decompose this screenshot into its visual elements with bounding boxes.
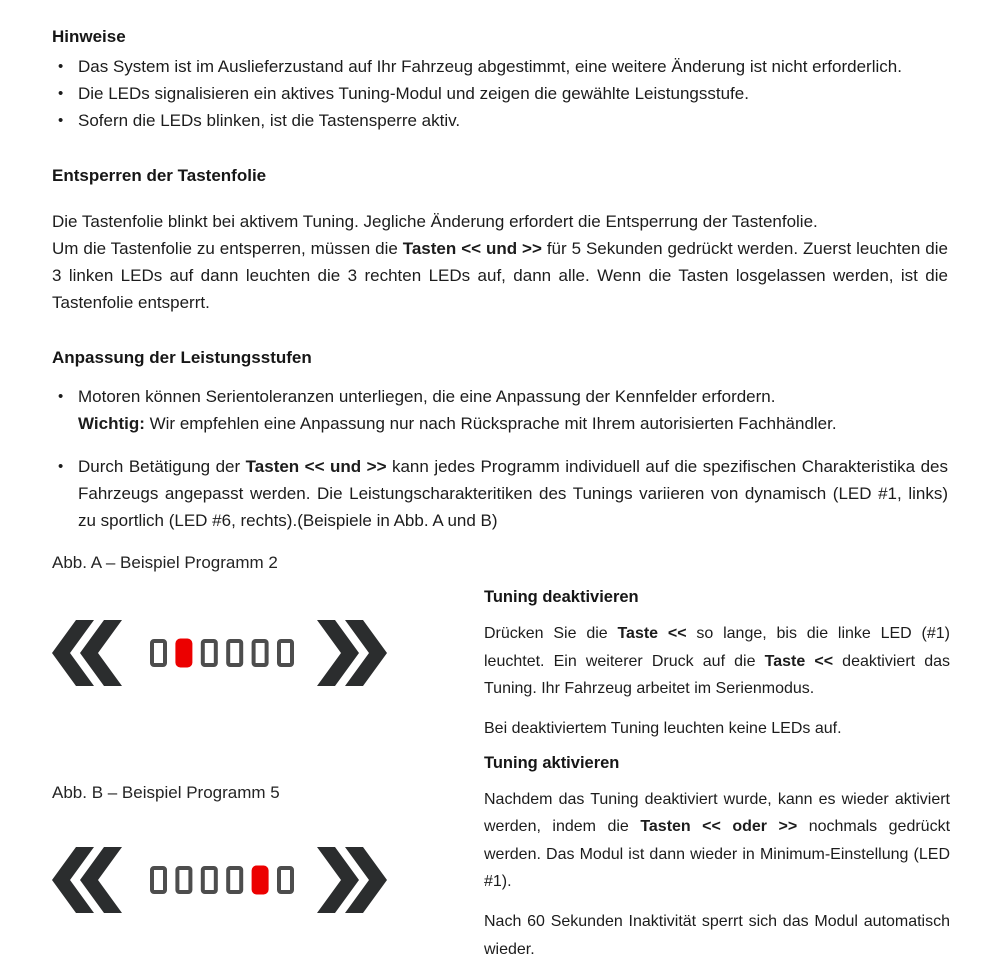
led-off [228,641,241,665]
bullet-marker: • [58,458,64,475]
bullet-text [78,84,749,103]
led-off [177,868,190,892]
text-segment: Das System ist im Auslieferzustand auf Ihr Fahrzeug abgestimmt, eine weitere Änderung ist nicht erforderlich. [78,57,902,76]
section-anpassung [52,347,948,534]
led-active [175,639,192,668]
text-segment: Die Tastenfolie blinkt bei aktivem Tuning. Jegliche Änderung erfordert die Entsperrung der Tastenfolie. [52,212,818,231]
right-column [484,584,950,975]
bullet-text [78,457,948,530]
led-off [279,868,292,892]
hinweise-heading: Hinweise [52,27,126,46]
bullet-text [78,57,902,76]
bold-text-segment: Taste << [764,652,834,670]
led-off [203,868,216,892]
activate-paragraph-1 [484,786,950,896]
entsperren-paragraph-2 [52,235,948,316]
right-double-chevron-icon [317,620,387,686]
bold-text-segment: Wichtig: [78,414,145,433]
led-row [152,639,292,668]
text-segment: Drücken Sie die [484,625,618,642]
bullet-marker: • [58,58,64,75]
text-segment: Bei deaktiviertem Tuning leuchten keine LEDs auf. [484,720,842,737]
figure-b-led-panel [52,847,387,913]
section-hinweise [52,26,948,134]
deactivate-paragraph-2 [484,715,950,743]
text-segment: kann jedes Programm individuell auf die spezifischen Charakteristika des Fahrzeugs angepasst werden. Die Leistungscharakteritiken des Tunings variieren von dynamisch (LED #1, links) zu sportlich (LED #6, rechts).(Beispiele in Abb. A und B) [78,457,948,530]
led-off [152,641,165,665]
anpassung-heading: Anpassung der Leistungsstufen [52,348,312,367]
entsperren-heading: Entsperren der Tastenfolie [52,166,267,185]
bullet-item [52,453,948,534]
bullet-marker: • [58,112,64,129]
figure-a-led-panel [52,620,387,686]
led-off [152,868,165,892]
right-double-chevron-icon [317,847,387,913]
activate-paragraph-2 [484,908,950,963]
bullet-text [78,387,837,433]
text-segment: Um die Tastenfolie zu entsperren, müssen die [52,239,403,258]
left-double-chevron-icon [52,620,122,686]
bullet-item [52,53,948,80]
text-segment: deaktiviert das Tuning. Ihr Fahrzeug arbeitet im Serienmodus. [484,652,951,697]
bold-text-segment: Taste << [617,625,687,642]
led-row [152,866,292,895]
led-active [252,866,269,895]
led-off [254,641,267,665]
entsperren-paragraph-1 [52,208,948,235]
bullet-item [52,107,948,134]
bold-text-segment: Tasten << oder >> [640,818,798,835]
text-segment: Nachdem das Tuning deaktiviert wurde, kann es wieder aktiviert werden, indem die [484,790,950,835]
text-segment: nochmals gedrückt werden. Das Modul ist dann wieder in Minimum-Einstellung (LED #1). [484,818,951,890]
bold-text-segment: Tasten << und >> [245,457,387,476]
bullet-marker: • [58,85,64,102]
text-segment: Durch Betätigung der [78,457,246,476]
text-segment: Sofern die LEDs blinken, ist die Tastensperre aktiv. [78,111,461,130]
figure-b-caption: Abb. B – Beispiel Programm 5 [52,783,280,802]
text-segment: Motoren können Serientoleranzen unterliegen, die eine Anpassung der Kennfelder erfordern. [78,387,776,406]
section-entsperren [52,165,948,316]
led-off [279,641,292,665]
text-segment: Die LEDs signalisieren ein aktives Tuning-Modul und zeigen die gewählte Leistungsstufe. [78,84,749,103]
bullet-item [52,80,948,107]
led-off [228,868,241,892]
activate-heading: Tuning aktivieren [484,753,620,772]
led-off [203,641,216,665]
text-segment: Wir empfehlen eine Anpassung nur nach Rücksprache mit Ihrem autorisierten Fachhändler. [144,414,837,433]
figure-a-caption: Abb. A – Beispiel Programm 2 [52,553,278,572]
text-segment: so lange, bis die linke LED (#1) leuchtet. Ein weiterer Druck auf die [484,625,950,670]
bold-text-segment: Tasten << und >> [402,239,542,258]
bullet-item [52,383,948,437]
text-segment: für 5 Sekunden gedrückt werden. Zuerst leuchten die 3 linken LEDs auf dann leuchten die 3 rechten LEDs auf, dann alle. Wenn die Tasten losgelassen werden, ist die Tastenfolie entsperrt. [52,239,948,312]
anpassung-bullet-list [52,383,948,534]
bullet-marker: • [58,388,64,405]
deactivate-paragraph-1 [484,620,950,703]
left-double-chevron-icon [52,847,122,913]
text-segment: Nach 60 Sekunden Inaktivität sperrt sich das Modul automatisch wieder. [484,913,950,958]
hinweise-bullet-list [52,53,948,134]
bullet-text [78,111,460,130]
deactivate-heading: Tuning deaktivieren [484,588,639,606]
